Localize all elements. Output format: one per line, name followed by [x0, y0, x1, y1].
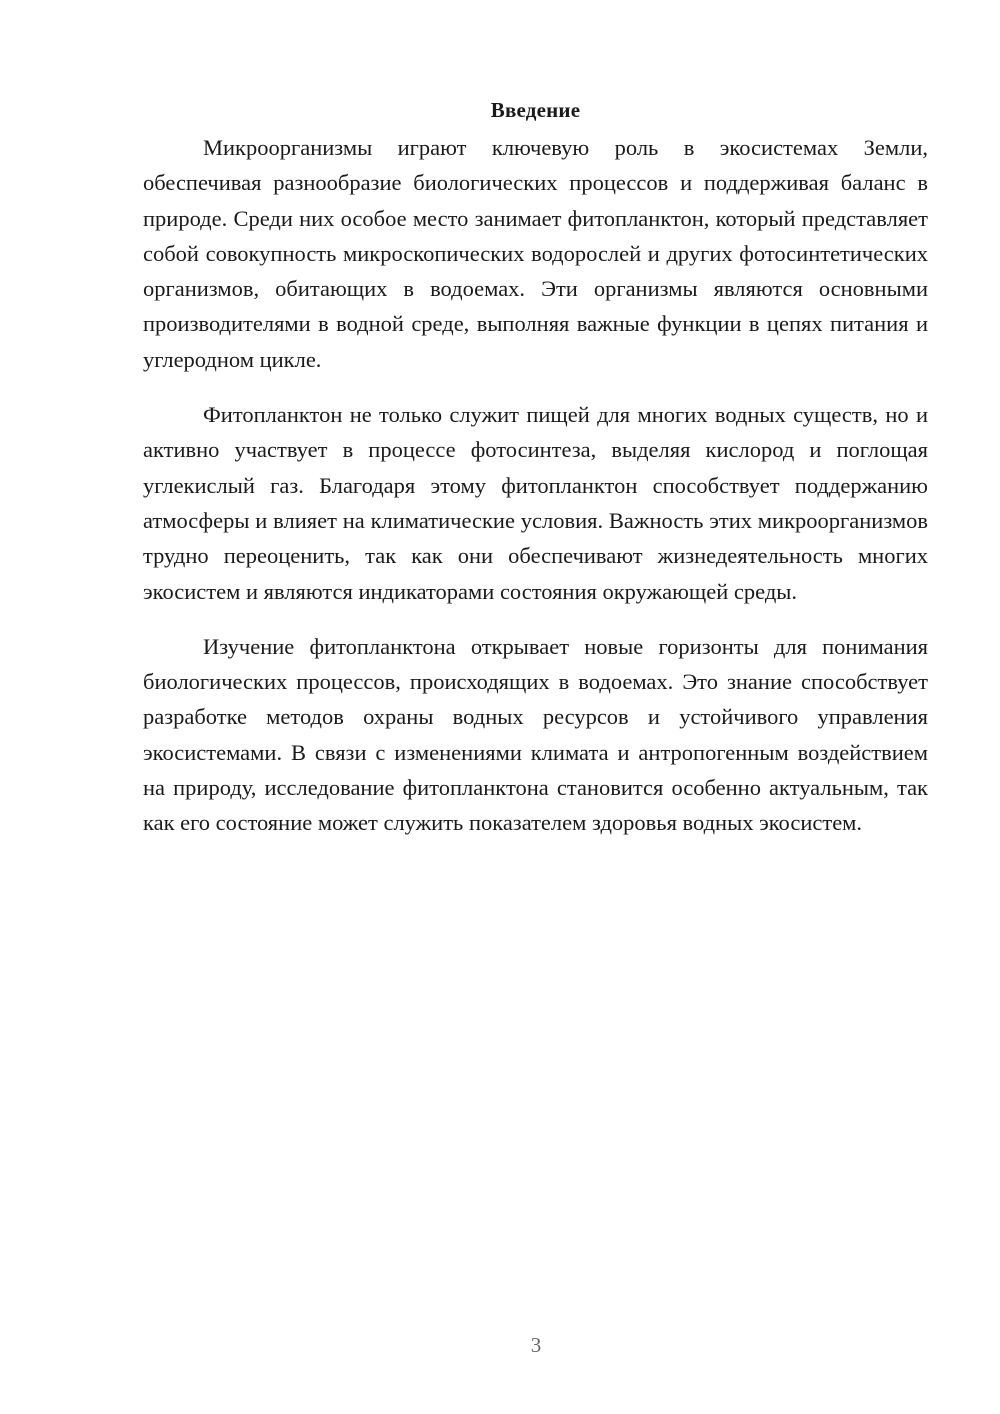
- section-heading: Введение: [490, 98, 581, 122]
- page-number: 3: [530, 1333, 542, 1357]
- paragraph-2: Фитопланктон не только служит пищей для многих водных существ, но и активно участвует в процессе фотосинтеза, выделяя кислород и поглощая углекислый газ. Благодаря этому фитопланктон способствует поддержанию атмосферы и влияет на климатические условия. Важность этих микроорганизмов трудно переоценить, так как они обеспечивают жизнедеятельность многих экосистем и являются индикаторами состояния окружающей среды.: [143, 402, 928, 604]
- paragraph-1: Микроорганизмы играют ключевую роль в экосистемах Земли, обеспечивая разнообразие биологических процессов и поддерживая баланс в природе. Среди них особое место занимает фитопланктон, который представляет собой совокупность микроскопических водорослей и других фотосинтетических организмов, обитающих в водоемах. Эти организмы являются основными производителями в водной среде, выполняя важные функции в цепях питания и углеродном цикле.: [143, 135, 928, 372]
- page-content: [143, 92, 928, 861]
- paragraph-3: Изучение фитопланктона открывает новые горизонты для понимания биологических процессов, происходящих в водоемах. Это знание способствует разработке методов охраны водных ресурсов и устойчивого управления экосистемами. В связи с изменениями климата и антропогенным воздействием на природу, исследование фитопланктона становится особенно актуальным, так как его состояние может служить показателем здоровья водных экосистем.: [143, 633, 928, 836]
